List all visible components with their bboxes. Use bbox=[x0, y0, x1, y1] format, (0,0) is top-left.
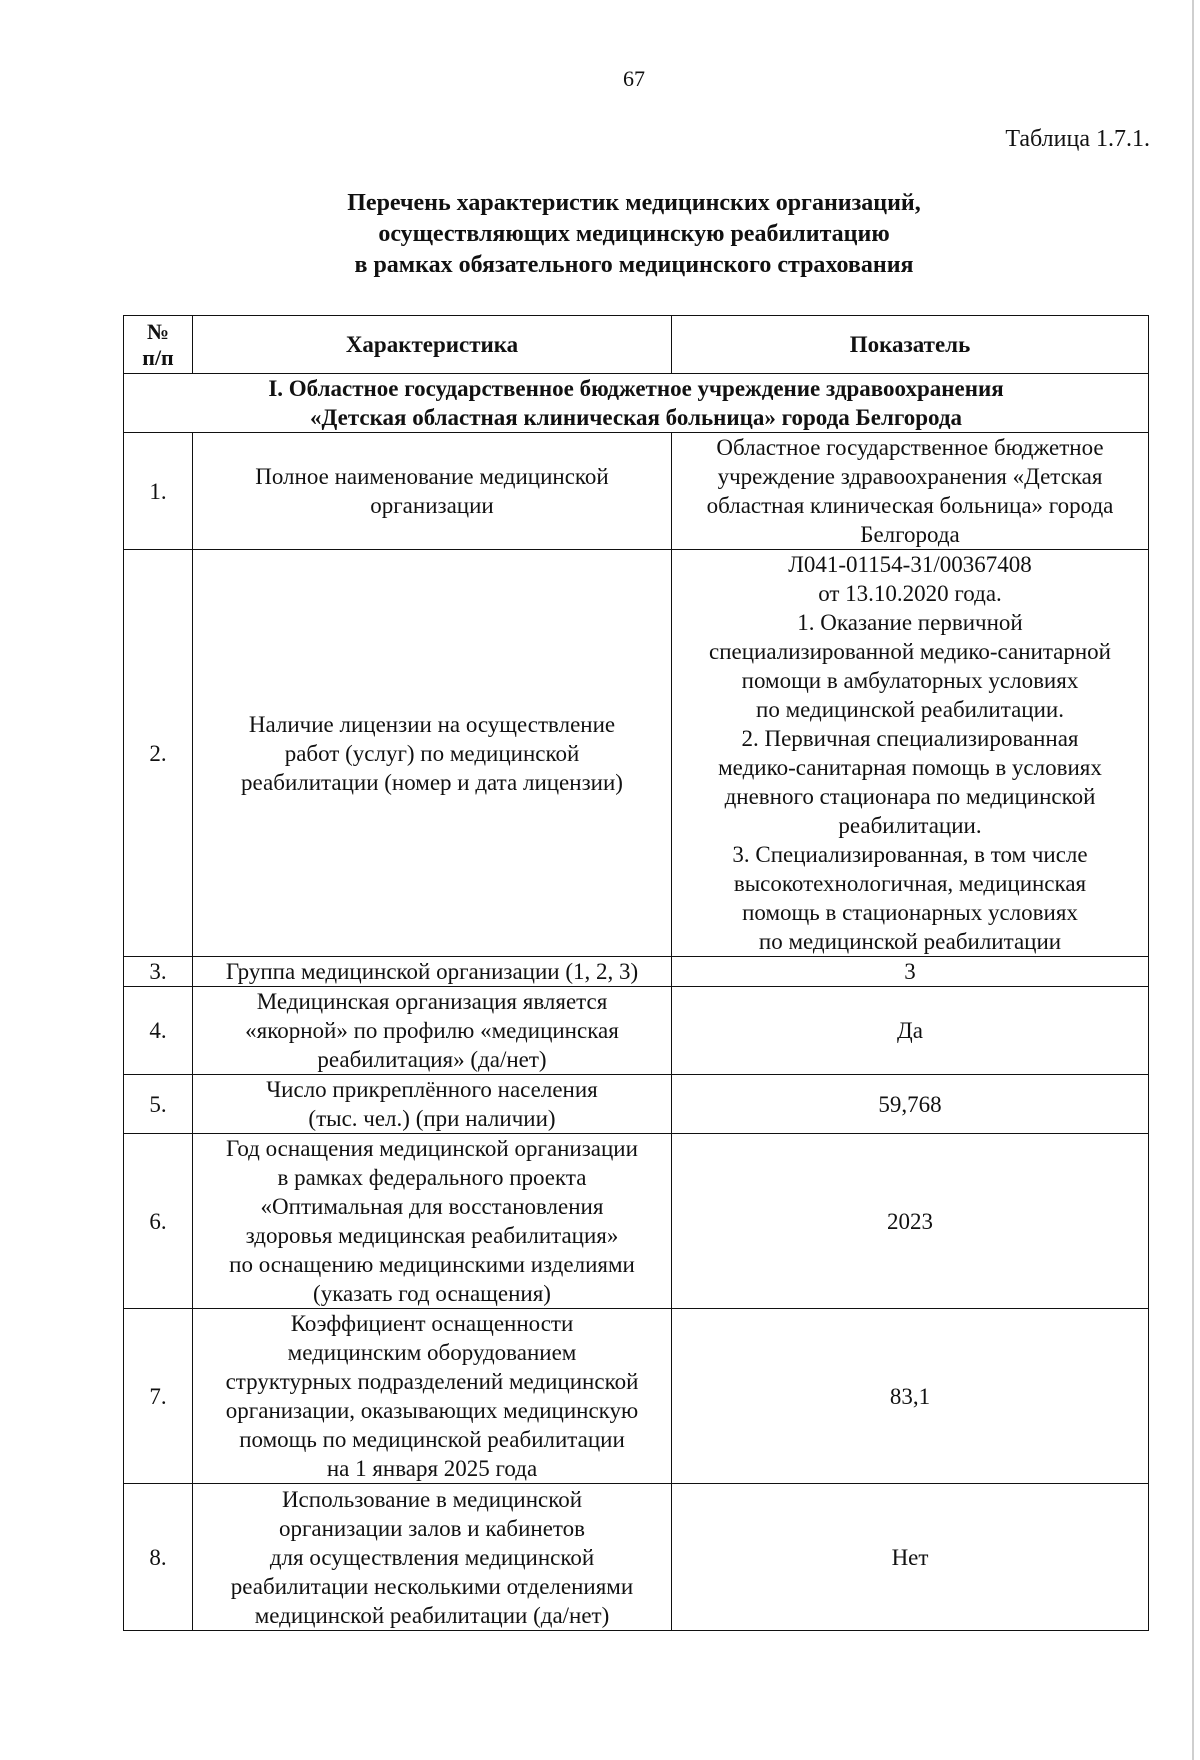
table-row bbox=[124, 433, 1149, 550]
cell-line: 2. Первичная специализированная bbox=[741, 726, 1079, 751]
table-header-row bbox=[124, 316, 1149, 374]
row-indicator bbox=[672, 1484, 1149, 1631]
header-characteristic: Характеристика bbox=[193, 316, 672, 374]
header-indicator: Показатель bbox=[672, 316, 1149, 374]
cell-line: Коэффициент оснащенности bbox=[290, 1311, 574, 1336]
row-indicator bbox=[672, 1075, 1149, 1134]
row-characteristic bbox=[193, 1075, 672, 1134]
cell-line: медицинской реабилитации (да/нет) bbox=[254, 1602, 610, 1628]
section-title: I. Областное государственное бюджетное учреждение здравоохранения «Детская областная клиническая больница» города Белгорода bbox=[124, 374, 1149, 433]
row-indicator bbox=[672, 550, 1149, 957]
row-characteristic bbox=[193, 957, 672, 987]
cell-line: 3 bbox=[904, 959, 916, 984]
cell-line: Наличие лицензии на осуществление bbox=[248, 711, 616, 737]
row-indicator bbox=[672, 987, 1149, 1075]
cell-line: работ (услуг) по медицинской bbox=[284, 740, 580, 766]
cell-line: «Оптимальная для восстановления bbox=[260, 1194, 604, 1219]
cell-line: реабилитации несколькими отделениями bbox=[230, 1573, 634, 1599]
title-line: осуществляющих медицинскую реабилитацию bbox=[378, 221, 890, 247]
cell-line: на 1 января 2025 года bbox=[326, 1456, 538, 1481]
section-row bbox=[124, 374, 1149, 433]
row-number: 3. bbox=[124, 957, 193, 987]
cell-line: (указать год оснащения) bbox=[313, 1281, 551, 1306]
characteristics-table bbox=[123, 315, 1149, 1631]
cell-line: здоровья медицинская реабилитация» bbox=[245, 1223, 619, 1248]
row-characteristic bbox=[193, 433, 672, 550]
row-characteristic bbox=[193, 1484, 672, 1631]
cell-line: по оснащению медицинскими изделиями bbox=[229, 1252, 635, 1277]
cell-line: помощи в амбулаторных условиях bbox=[741, 668, 1079, 693]
row-characteristic bbox=[193, 1309, 672, 1484]
cell-line: 1. Оказание первичной bbox=[797, 610, 1023, 635]
table-row bbox=[124, 550, 1149, 957]
cell-line: реабилитации (номер и дата лицензии) bbox=[241, 769, 623, 795]
row-number: 1. bbox=[124, 433, 193, 550]
cell-line: «якорной» по профилю «медицинская bbox=[245, 1018, 619, 1043]
table-row bbox=[124, 1484, 1149, 1631]
cell-line: от 13.10.2020 года. bbox=[818, 581, 1002, 606]
cell-line: Год оснащения медицинской организации bbox=[226, 1136, 638, 1161]
row-number: 8. bbox=[124, 1484, 193, 1631]
row-number: 5. bbox=[124, 1075, 193, 1134]
cell-line: по медицинской реабилитации bbox=[758, 929, 1062, 954]
row-characteristic bbox=[193, 550, 672, 957]
cell-line: организации залов и кабинетов bbox=[278, 1515, 586, 1541]
header-number: № п/п bbox=[124, 316, 193, 374]
cell-line: структурных подразделений медицинской bbox=[225, 1369, 639, 1394]
cell-line: 59,768 bbox=[878, 1091, 942, 1117]
table-row bbox=[124, 1134, 1149, 1309]
row-number: 6. bbox=[124, 1134, 193, 1309]
cell-line: организации, оказывающих медицинскую bbox=[225, 1398, 639, 1423]
cell-line: в рамках федерального проекта bbox=[277, 1165, 587, 1190]
cell-line: учреждение здравоохранения «Детская bbox=[717, 464, 1103, 489]
cell-line: реабилитация» (да/нет) bbox=[317, 1047, 547, 1072]
table-row bbox=[124, 957, 1149, 987]
cell-line: специализированной медико-санитарной bbox=[709, 639, 1111, 664]
row-number: 4. bbox=[124, 987, 193, 1075]
title-line: Перечень характеристик медицинских организаций, bbox=[347, 190, 921, 216]
cell-line: реабилитации. bbox=[838, 813, 982, 838]
cell-line: по медицинской реабилитации. bbox=[756, 697, 1064, 722]
cell-line: дневного стационара по медицинской bbox=[724, 784, 1096, 809]
cell-line: для осуществления медицинской bbox=[269, 1544, 595, 1570]
cell-line: Областное государственное бюджетное bbox=[716, 435, 1104, 460]
table-row bbox=[124, 987, 1149, 1075]
cell-line: 83,1 bbox=[889, 1383, 931, 1409]
cell-line: Использование в медицинской bbox=[281, 1486, 583, 1512]
cell-line: Группа медицинской организации (1, 2, 3) bbox=[225, 959, 639, 984]
row-indicator bbox=[672, 433, 1149, 550]
cell-line: 3. Специализированная, в том числе bbox=[732, 842, 1088, 867]
document-title bbox=[0, 188, 1200, 281]
cell-line: Л041-01154-31/00367408 bbox=[788, 552, 1032, 577]
cell-line: Число прикреплённого населения bbox=[266, 1077, 598, 1102]
row-characteristic bbox=[193, 987, 672, 1075]
row-number: 2. bbox=[124, 550, 193, 957]
cell-line: областная клиническая больница» города bbox=[706, 493, 1114, 518]
cell-line: помощь в стационарных условиях bbox=[742, 900, 1078, 925]
table-row bbox=[124, 1309, 1149, 1484]
cell-line: Полное наименование медицинской bbox=[255, 464, 609, 489]
table-row bbox=[124, 1075, 1149, 1134]
cell-line: Медицинская организация является bbox=[256, 989, 608, 1014]
cell-line: (тыс. чел.) (при наличии) bbox=[308, 1106, 556, 1131]
row-indicator bbox=[672, 1134, 1149, 1309]
cell-line: Да bbox=[897, 1018, 923, 1043]
row-indicator bbox=[672, 1309, 1149, 1484]
cell-line: Белгорода bbox=[860, 522, 960, 547]
cell-line: организации bbox=[370, 493, 494, 518]
cell-line: медико-санитарная помощь в условиях bbox=[718, 755, 1102, 780]
row-number: 7. bbox=[124, 1309, 193, 1484]
cell-line: 2023 bbox=[887, 1208, 933, 1234]
page-number: 67 bbox=[623, 66, 645, 91]
title-line: в рамках обязательного медицинского страхования bbox=[354, 252, 914, 278]
cell-line: медицинским оборудованием bbox=[287, 1340, 577, 1365]
row-indicator bbox=[672, 957, 1149, 987]
row-characteristic bbox=[193, 1134, 672, 1309]
table-label: Таблица 1.7.1. bbox=[1005, 126, 1150, 152]
cell-line: помощь по медицинской реабилитации bbox=[239, 1427, 625, 1452]
cell-line: высокотехнологичная, медицинская bbox=[733, 871, 1087, 896]
cell-line: Нет bbox=[891, 1544, 929, 1570]
